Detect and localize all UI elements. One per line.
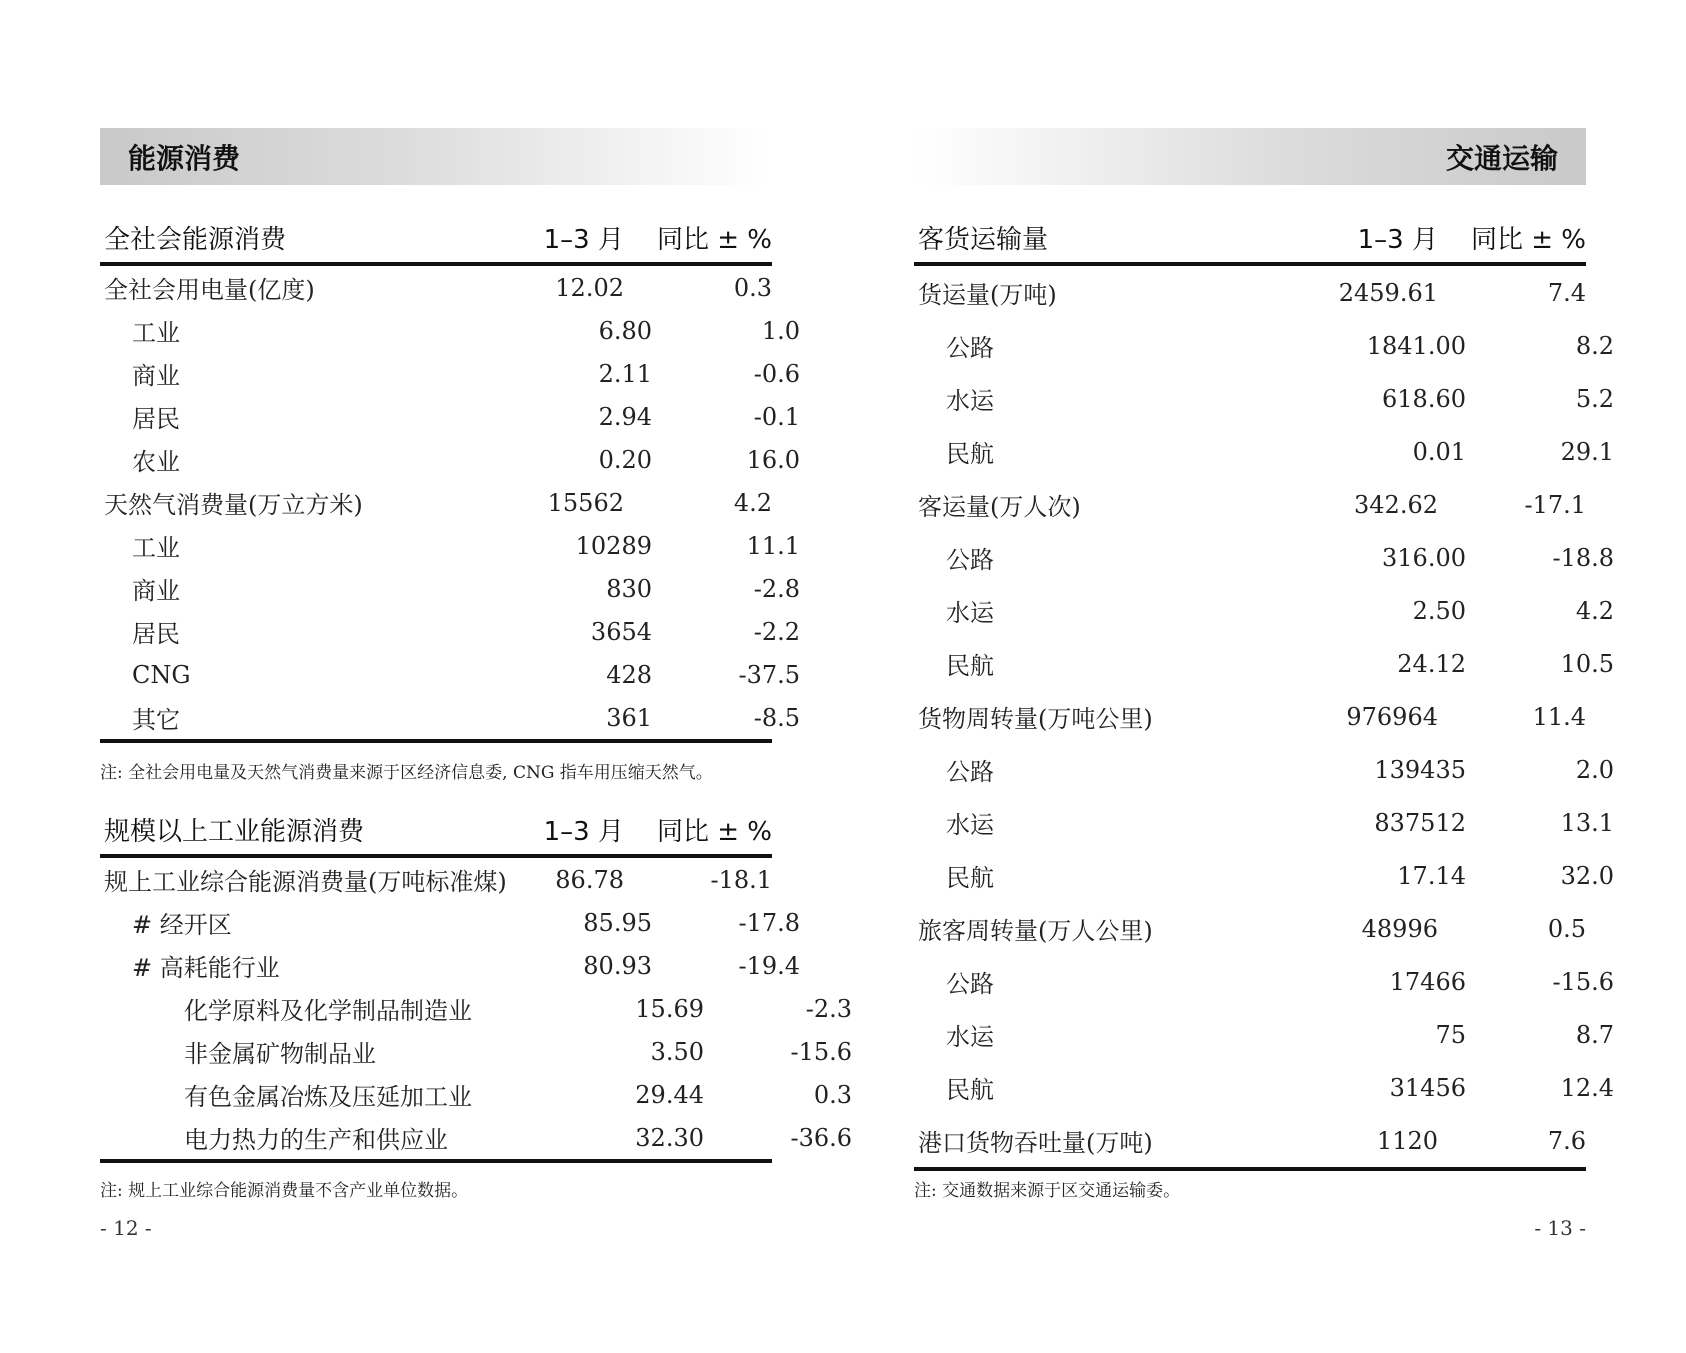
table-row bbox=[100, 352, 800, 395]
row-yoy: -8.5 bbox=[753, 703, 800, 732]
table-row bbox=[100, 266, 772, 309]
row-value: 618.60 bbox=[1382, 384, 1466, 413]
row-yoy: -17.1 bbox=[1524, 490, 1586, 519]
row-yoy: 12.4 bbox=[1560, 1073, 1614, 1102]
table-row bbox=[914, 690, 1586, 743]
table-row bbox=[100, 524, 800, 567]
row-value: 24.12 bbox=[1397, 649, 1466, 678]
row-yoy: 4.2 bbox=[733, 488, 772, 517]
page-number: - 12 - bbox=[100, 1216, 152, 1240]
row-label: 农业 bbox=[132, 448, 180, 476]
row-value: 837512 bbox=[1374, 808, 1466, 837]
section-header-energy bbox=[100, 128, 772, 185]
row-label: 水运 bbox=[946, 387, 994, 415]
row-label: 货物周转量(万吨公里) bbox=[918, 705, 1153, 733]
table-row bbox=[100, 987, 852, 1030]
row-value: 17466 bbox=[1389, 967, 1466, 996]
row-value: 2.94 bbox=[598, 402, 652, 431]
row-value: 17.14 bbox=[1397, 861, 1466, 890]
row-label: 工业 bbox=[132, 534, 180, 562]
section-title: 交通运输 bbox=[1445, 141, 1558, 175]
table-transport bbox=[914, 212, 1614, 1171]
table-bottom-rule bbox=[100, 1159, 772, 1163]
row-value: 15.69 bbox=[635, 994, 704, 1023]
row-yoy: 10.5 bbox=[1560, 649, 1614, 678]
table-row bbox=[914, 1061, 1614, 1114]
left-page bbox=[100, 0, 852, 1353]
row-label: # 高耗能行业 bbox=[132, 954, 280, 982]
row-label: 民航 bbox=[946, 1076, 994, 1104]
table-row bbox=[100, 1116, 852, 1159]
table-row bbox=[100, 567, 800, 610]
row-label: 水运 bbox=[946, 599, 994, 627]
table-body bbox=[100, 266, 800, 739]
row-value: 139435 bbox=[1374, 755, 1466, 784]
header-period: 1–3 月 bbox=[543, 816, 624, 847]
header-label: 规模以上工业能源消费 bbox=[104, 816, 365, 847]
row-yoy: 11.1 bbox=[746, 531, 800, 560]
table-row bbox=[914, 531, 1614, 584]
row-value: 830 bbox=[606, 574, 652, 603]
table-bottom-rule bbox=[914, 1167, 1586, 1171]
row-value: 85.95 bbox=[583, 908, 652, 937]
row-yoy: 8.2 bbox=[1575, 331, 1614, 360]
row-label: 货运量(万吨) bbox=[918, 281, 1057, 309]
row-label: 其它 bbox=[132, 706, 180, 734]
row-value: 15562 bbox=[547, 488, 624, 517]
row-yoy: 32.0 bbox=[1560, 861, 1614, 890]
row-value: 428 bbox=[606, 660, 652, 689]
row-label: 公路 bbox=[946, 546, 994, 574]
row-label: 居民 bbox=[132, 405, 180, 433]
table-row bbox=[100, 1073, 852, 1116]
row-yoy: 5.2 bbox=[1575, 384, 1614, 413]
row-label: 民航 bbox=[946, 652, 994, 680]
row-value: 2.11 bbox=[598, 359, 652, 388]
row-label: CNG bbox=[132, 660, 191, 689]
header-period: 1–3 月 bbox=[1357, 224, 1438, 255]
row-yoy: 11.4 bbox=[1532, 702, 1586, 731]
row-value: 2459.61 bbox=[1338, 278, 1438, 307]
row-value: 48996 bbox=[1361, 914, 1438, 943]
row-value: 3.50 bbox=[650, 1037, 704, 1066]
row-label: # 经开区 bbox=[132, 911, 232, 939]
row-label: 全社会用电量(亿度) bbox=[104, 276, 315, 304]
table-row bbox=[100, 696, 800, 739]
table-row bbox=[914, 1008, 1614, 1061]
row-label: 工业 bbox=[132, 319, 180, 347]
row-label: 港口货物吞吐量(万吨) bbox=[918, 1129, 1153, 1157]
table-row bbox=[914, 902, 1586, 955]
table-row bbox=[914, 955, 1614, 1008]
section-header-transport bbox=[914, 128, 1586, 185]
row-label: 电力热力的生产和供应业 bbox=[184, 1126, 448, 1154]
row-value: 29.44 bbox=[635, 1080, 704, 1109]
row-label: 民航 bbox=[946, 864, 994, 892]
row-value: 2.50 bbox=[1412, 596, 1466, 625]
row-label: 商业 bbox=[132, 362, 180, 390]
table-body bbox=[100, 858, 852, 1159]
table-bottom-rule bbox=[100, 739, 772, 743]
table-industrial-energy bbox=[100, 804, 852, 1163]
row-label: 公路 bbox=[946, 970, 994, 998]
row-label: 居民 bbox=[132, 620, 180, 648]
row-value: 75 bbox=[1435, 1020, 1466, 1049]
row-label: 民航 bbox=[946, 440, 994, 468]
row-yoy: -0.1 bbox=[753, 402, 800, 431]
row-value: 86.78 bbox=[555, 865, 624, 894]
row-value: 342.62 bbox=[1354, 490, 1438, 519]
row-yoy: -2.3 bbox=[805, 994, 852, 1023]
row-yoy: -17.8 bbox=[738, 908, 800, 937]
row-value: 32.30 bbox=[635, 1123, 704, 1152]
section-title: 能源消费 bbox=[128, 141, 241, 175]
row-yoy: 29.1 bbox=[1560, 437, 1614, 466]
row-value: 976964 bbox=[1346, 702, 1438, 731]
table-header bbox=[100, 212, 772, 266]
row-yoy: 0.5 bbox=[1547, 914, 1586, 943]
table-row bbox=[100, 858, 772, 901]
row-label: 商业 bbox=[132, 577, 180, 605]
row-yoy: 13.1 bbox=[1560, 808, 1614, 837]
row-yoy: -15.6 bbox=[1552, 967, 1614, 996]
row-label: 公路 bbox=[946, 334, 994, 362]
table-row bbox=[100, 610, 800, 653]
table-row bbox=[914, 478, 1586, 531]
table-row bbox=[100, 395, 800, 438]
row-label: 旅客周转量(万人公里) bbox=[918, 917, 1153, 945]
row-yoy: -19.4 bbox=[738, 951, 800, 980]
table-row bbox=[100, 1030, 852, 1073]
row-yoy: 4.2 bbox=[1575, 596, 1614, 625]
right-page bbox=[914, 0, 1614, 1353]
row-yoy: -18.1 bbox=[710, 865, 772, 894]
table-row bbox=[100, 438, 800, 481]
table-row bbox=[914, 796, 1614, 849]
row-value: 361 bbox=[606, 703, 652, 732]
table-row bbox=[914, 584, 1614, 637]
row-label: 非金属矿物制品业 bbox=[184, 1040, 376, 1068]
row-yoy: -37.5 bbox=[738, 660, 800, 689]
table-row bbox=[100, 653, 800, 696]
row-label: 天然气消费量(万立方米) bbox=[104, 491, 363, 519]
table-body bbox=[914, 266, 1614, 1167]
row-label: 规上工业综合能源消费量(万吨标准煤) bbox=[104, 868, 507, 896]
row-yoy: -15.6 bbox=[790, 1037, 852, 1066]
row-value: 1120 bbox=[1376, 1126, 1438, 1155]
header-yoy: 同比 ± % bbox=[656, 816, 772, 847]
table-header bbox=[100, 804, 772, 858]
row-yoy: 1.0 bbox=[761, 316, 800, 345]
table-row bbox=[914, 266, 1586, 319]
row-label: 水运 bbox=[946, 1023, 994, 1051]
header-yoy: 同比 ± % bbox=[656, 224, 772, 255]
table-note: 注: 全社会用电量及天然气消费量来源于区经济信息委, CNG 指车用压缩天然气。 bbox=[100, 763, 713, 783]
row-label: 水运 bbox=[946, 811, 994, 839]
row-value: 0.20 bbox=[598, 445, 652, 474]
row-yoy: -2.8 bbox=[753, 574, 800, 603]
row-yoy: 16.0 bbox=[746, 445, 800, 474]
table-row bbox=[100, 481, 772, 524]
row-value: 0.01 bbox=[1412, 437, 1466, 466]
table-row bbox=[914, 319, 1614, 372]
row-label: 化学原料及化学制品制造业 bbox=[184, 997, 472, 1025]
table-row bbox=[100, 901, 800, 944]
row-yoy: -36.6 bbox=[790, 1123, 852, 1152]
header-period: 1–3 月 bbox=[543, 224, 624, 255]
header-label: 客货运输量 bbox=[918, 224, 1049, 255]
header-label: 全社会能源消费 bbox=[104, 224, 287, 255]
row-yoy: -2.2 bbox=[753, 617, 800, 646]
page-number: - 13 - bbox=[1534, 1216, 1586, 1240]
row-label: 公路 bbox=[946, 758, 994, 786]
table-row bbox=[914, 743, 1614, 796]
row-yoy: 8.7 bbox=[1575, 1020, 1614, 1049]
row-value: 80.93 bbox=[583, 951, 652, 980]
table-row bbox=[914, 425, 1614, 478]
table-row bbox=[914, 637, 1614, 690]
row-value: 31456 bbox=[1389, 1073, 1466, 1102]
row-yoy: 0.3 bbox=[813, 1080, 852, 1109]
row-yoy: -0.6 bbox=[753, 359, 800, 388]
table-row bbox=[914, 1114, 1586, 1167]
row-yoy: 0.3 bbox=[733, 273, 772, 302]
row-value: 3654 bbox=[590, 617, 652, 646]
table-row bbox=[100, 309, 800, 352]
row-value: 10289 bbox=[575, 531, 652, 560]
table-note: 注: 交通数据来源于区交通运输委。 bbox=[914, 1181, 1181, 1201]
table-row bbox=[914, 372, 1614, 425]
table-row bbox=[100, 944, 800, 987]
row-value: 6.80 bbox=[598, 316, 652, 345]
header-yoy: 同比 ± % bbox=[1470, 224, 1586, 255]
row-value: 12.02 bbox=[555, 273, 624, 302]
row-yoy: 7.6 bbox=[1547, 1126, 1586, 1155]
row-yoy: 7.4 bbox=[1547, 278, 1586, 307]
row-value: 1841.00 bbox=[1366, 331, 1466, 360]
table-note: 注: 规上工业综合能源消费量不含产业单位数据。 bbox=[100, 1181, 469, 1201]
row-yoy: -18.8 bbox=[1552, 543, 1614, 572]
row-label: 客运量(万人次) bbox=[918, 493, 1081, 521]
row-yoy: 2.0 bbox=[1575, 755, 1614, 784]
row-value: 316.00 bbox=[1382, 543, 1466, 572]
table-header bbox=[914, 212, 1586, 266]
table-row bbox=[914, 849, 1614, 902]
table-social-energy bbox=[100, 212, 800, 743]
row-label: 有色金属冶炼及压延加工业 bbox=[184, 1083, 472, 1111]
